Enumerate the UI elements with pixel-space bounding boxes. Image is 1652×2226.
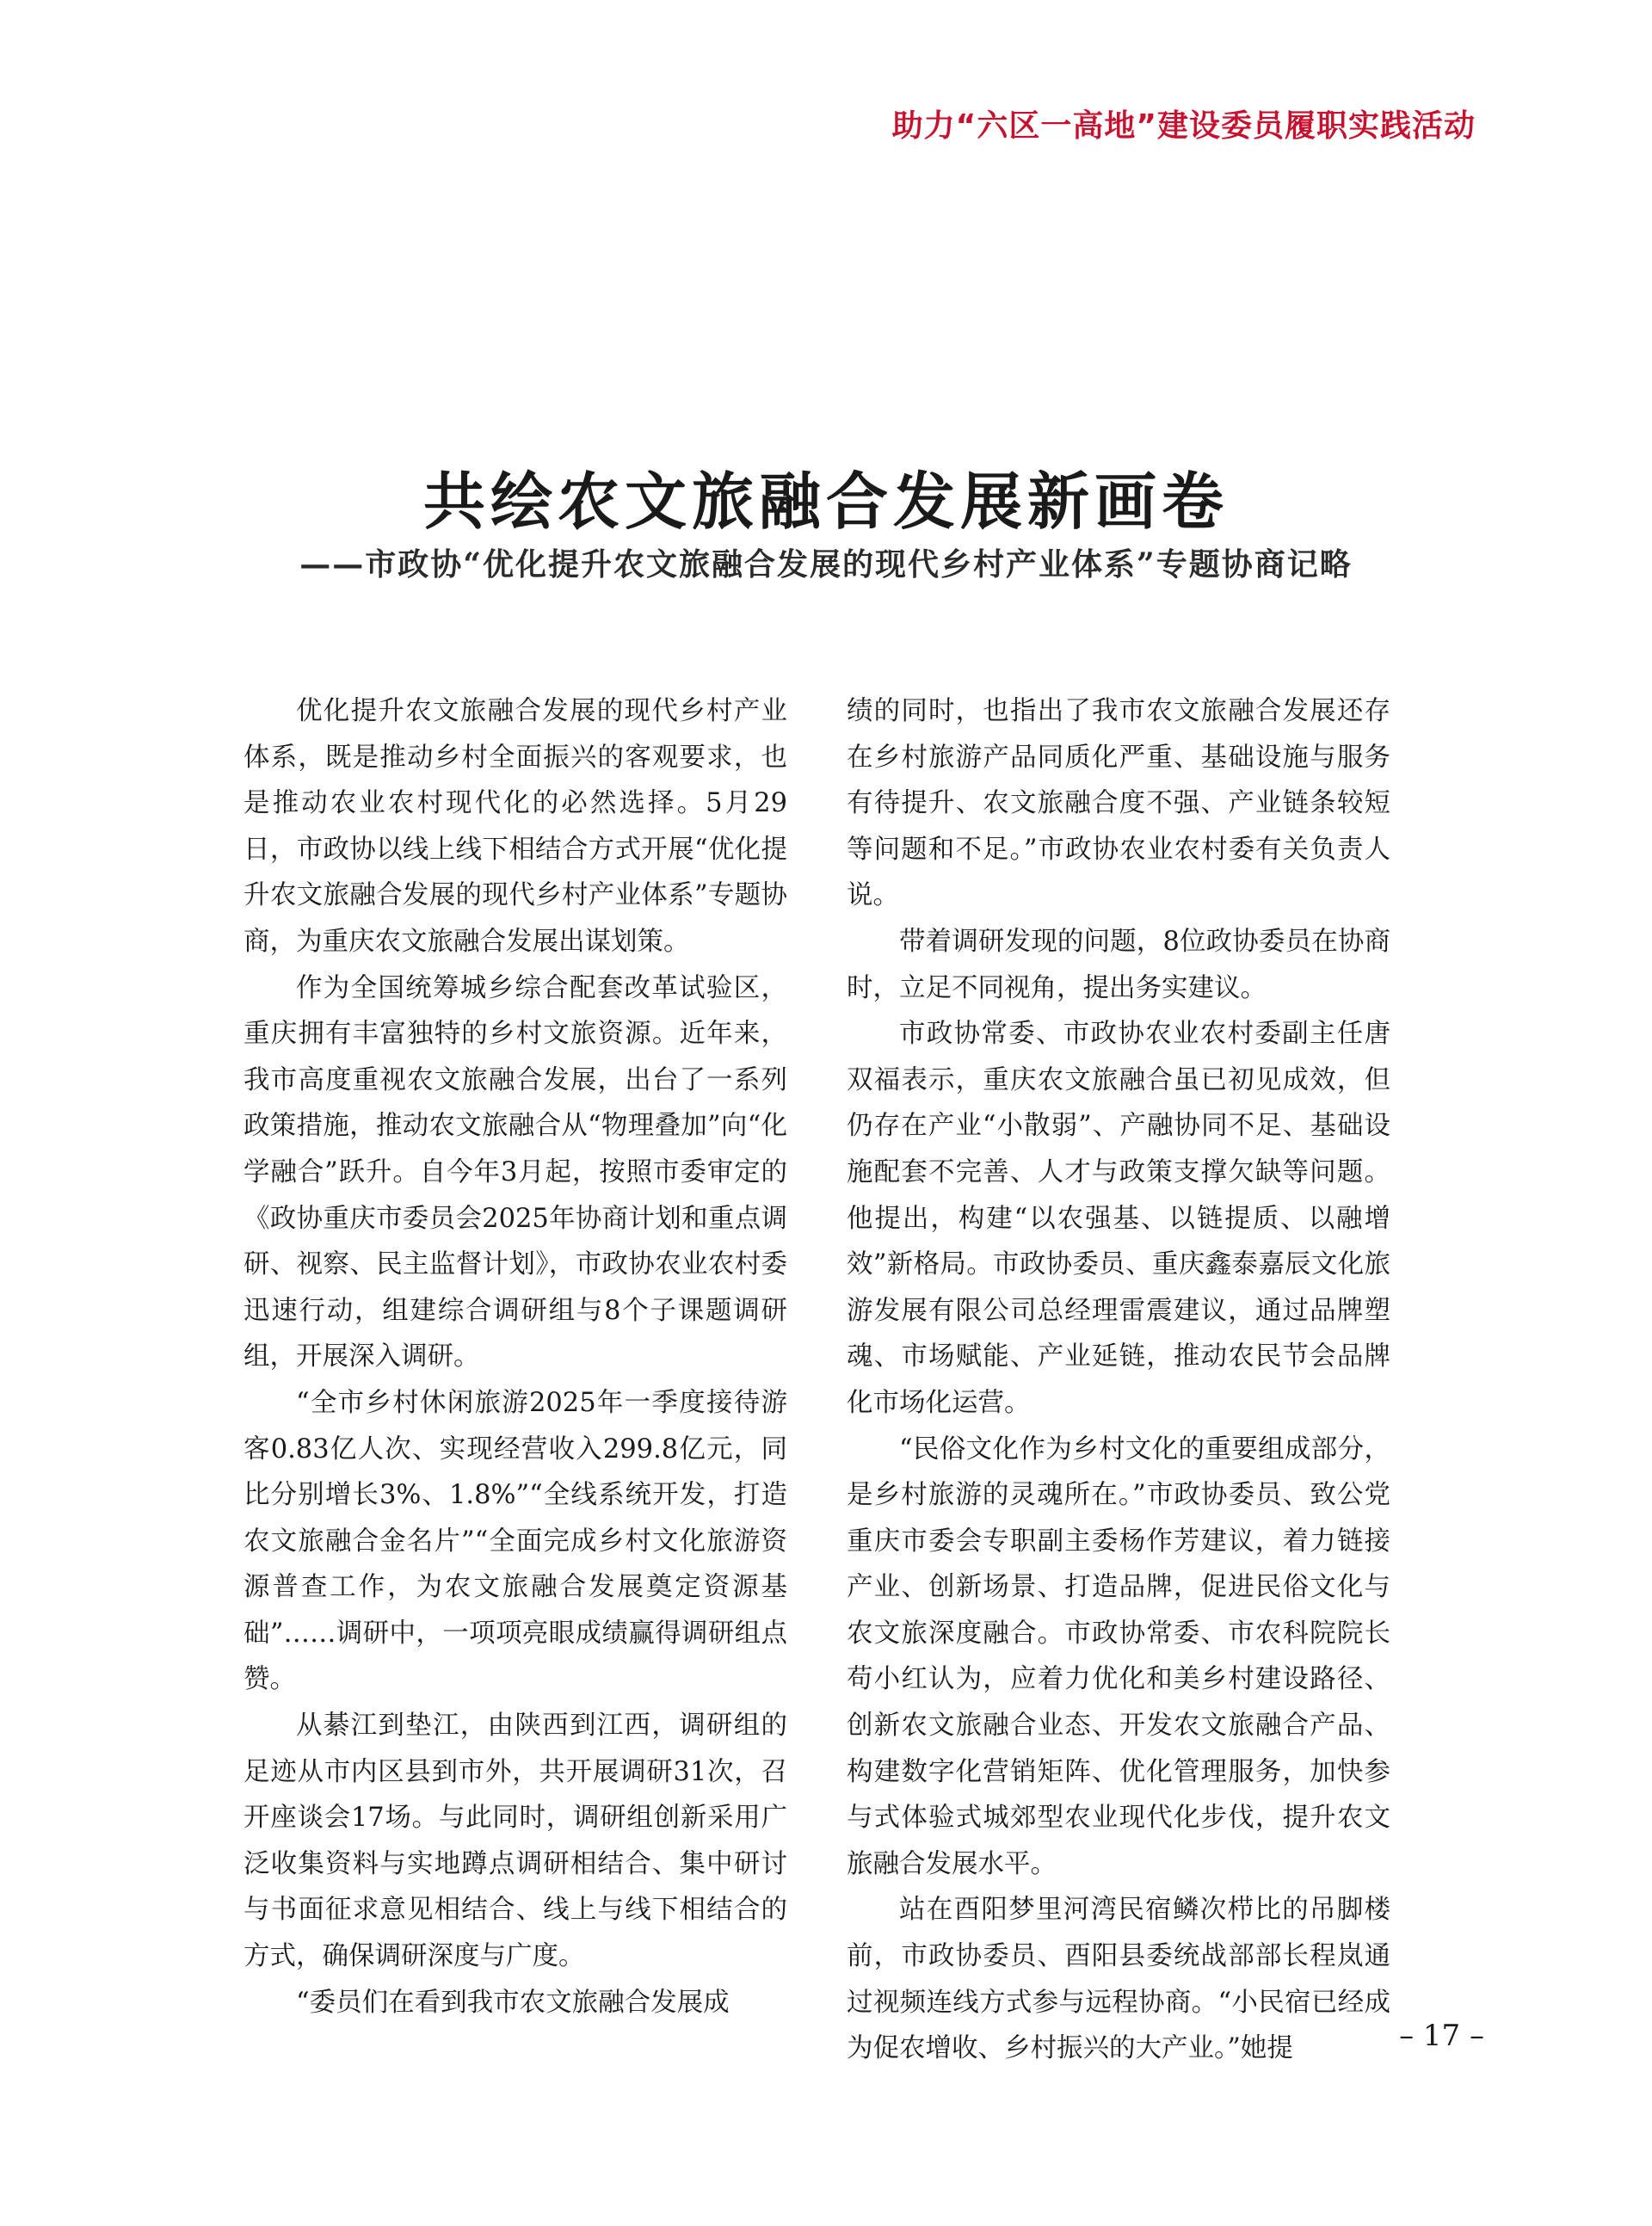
paragraph: 市政协常委、市政协农业农村委副主任唐双福表示，重庆农文旅融合虽已初见成效，但仍存在产业“小散弱”、产融协同不足、基础设施配套不完善、人才与政策支撑欠缺等问题。他提出，构建“以农强基、以链提质、以融增效”新格局。市政协委员、重庆鑫泰嘉辰文化旅游发展有限公司总经理雷震建议，通过品牌塑魂、市场赋能、产业延链，推动农民节会品牌化市场化运营。 bbox=[847, 1019, 1390, 1418]
paragraph: 作为全国统筹城乡综合配套改革试验区，重庆拥有丰富独特的乡村文旅资源。近年来，我市高度重视农文旅融合发展，出台了一系列政策措施，推动农文旅融合从“物理叠加”向“化学融合”跃升。自今年3月起，按照市委审定的《政协重庆市委员会2025年协商计划和重点调研、视察、民主监督计划》，市政协农业农村委迅速行动，组建综合调研组与8个子课题调研组，开展深入调研。 bbox=[243, 972, 787, 1372]
right-column bbox=[847, 688, 1390, 2072]
paragraph: 绩的同时，也指出了我市农文旅融合发展还存在乡村旅游产品同质化严重、基础设施与服务有待提升、农文旅融合度不强、产业链条较短等问题和不足。”市政协农业农村委有关负责人说。 bbox=[847, 696, 1390, 911]
page-number: – 17 – bbox=[1399, 2019, 1484, 2053]
paragraph: 带着调研发现的问题，8位政协委员在协商时，立足不同视角，提出务实建议。 bbox=[847, 926, 1390, 1003]
left-column bbox=[243, 688, 787, 2026]
paragraph: “民俗文化作为乡村文化的重要组成部分，是乡村旅游的灵魂所在。”市政协委员、致公党重庆市委会专职副主委杨作芳建议，着力链接产业、创新场景、打造品牌，促进民俗文化与农文旅深度融合。市政协常委、市农科院院长苟小红认为，应着力优化和美乡村建设路径、创新农文旅融合业态、开发农文旅融合产品、构建数字化营销矩阵、优化管理服务，加快参与式体验式城郊型农业现代化步伐，提升农文旅融合发展水平。 bbox=[847, 1434, 1390, 1879]
article-title: 共绘农文旅融合发展新画卷 bbox=[422, 466, 1229, 538]
paragraph: 优化提升农文旅融合发展的现代乡村产业体系，既是推动乡村全面振兴的客观要求，也是推动农业农村现代化的必然选择。5月29日，市政协以线上线下相结合方式开展“优化提升农文旅融合发展的现代乡村产业体系”专题协商，为重庆农文旅融合发展出谋划策。 bbox=[243, 696, 787, 957]
paragraph: “全市乡村休闲旅游2025年一季度接待游客0.83亿人次、实现经营收入299.8亿元，同比分别增长3%、1.8%”“全线系统开发，打造农文旅融合金名片”“全面完成乡村文化旅游资源普查工作，为农文旅融合发展奠定资源基础”……调研中，一项项亮眼成绩赢得调研组点赞。 bbox=[243, 1387, 787, 1695]
paragraph: 站在酉阳梦里河湾民宿鳞次栉比的吊脚楼前，市政协委员、酉阳县委统战部部长程岚通过视频连线方式参与远程协商。“小民宿已经成为促农增收、乡村振兴的大产业。”她提 bbox=[847, 1895, 1390, 2064]
article-subtitle: ——市政协“优化提升农文旅融合发展的现代乡村产业体系”专题协商记略 bbox=[299, 546, 1353, 583]
section-header: 助力“六区一高地”建设委员履职实践活动 bbox=[891, 108, 1476, 144]
paragraph: “委员们在看到我市农文旅融合发展成 bbox=[296, 1987, 730, 2018]
paragraph: 从綦江到垫江，由陕西到江西，调研组的足迹从市内区县到市外，共开展调研31次，召开座谈会17场。与此同时，调研组创新采用广泛收集资料与实地蹲点调研相结合、集中研讨与书面征求意见相结合、线上与线下相结合的方式，确保调研深度与广度。 bbox=[243, 1711, 787, 1972]
